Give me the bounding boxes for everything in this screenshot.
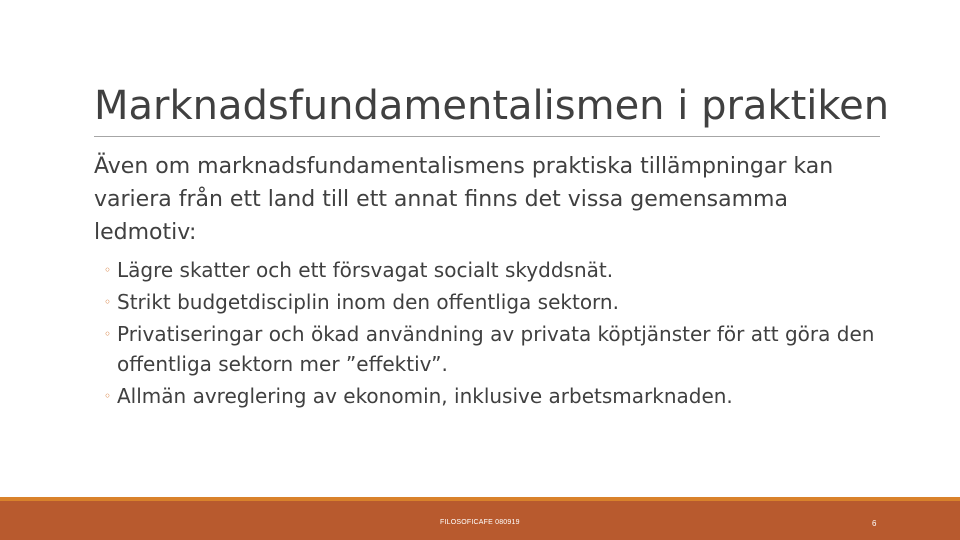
footer-accent-line: [0, 497, 960, 501]
list-item: [104, 287, 884, 317]
bullet-circle-icon: ◦: [104, 327, 112, 341]
bullet-circle-icon: ◦: [104, 295, 112, 309]
title-divider: [94, 136, 880, 137]
list-item: [104, 319, 884, 379]
page-number: 6: [872, 519, 877, 528]
list-item: [104, 255, 884, 285]
bullet-text: Lägre skatter och ett försvagat socialt skyddsnät.: [117, 258, 614, 282]
footer-text: FILOSOFICAFE 080919: [440, 519, 520, 526]
bullet-text: Allmän avreglering av ekonomin, inklusive arbetsmarknaden.: [117, 384, 733, 408]
bullet-circle-icon: ◦: [104, 389, 112, 403]
list-item: [104, 381, 884, 411]
slide-title: Marknadsfundamentalismen i praktiken: [94, 83, 890, 129]
slide-content: [94, 150, 884, 413]
bullet-text: Strikt budgetdisciplin inom den offentliga sektorn.: [117, 290, 619, 314]
bullet-text: Privatiseringar och ökad användning av privata köptjänster för att göra den offentliga sektorn mer ”effektiv”.: [117, 322, 875, 376]
bullet-list: [94, 255, 884, 411]
bullet-circle-icon: ◦: [104, 263, 112, 277]
lead-paragraph: Även om marknadsfundamentalismens praktiska tillämpningar kan variera från ett land till ett annat finns det vissa gemensamma ledmotiv:: [94, 154, 834, 245]
